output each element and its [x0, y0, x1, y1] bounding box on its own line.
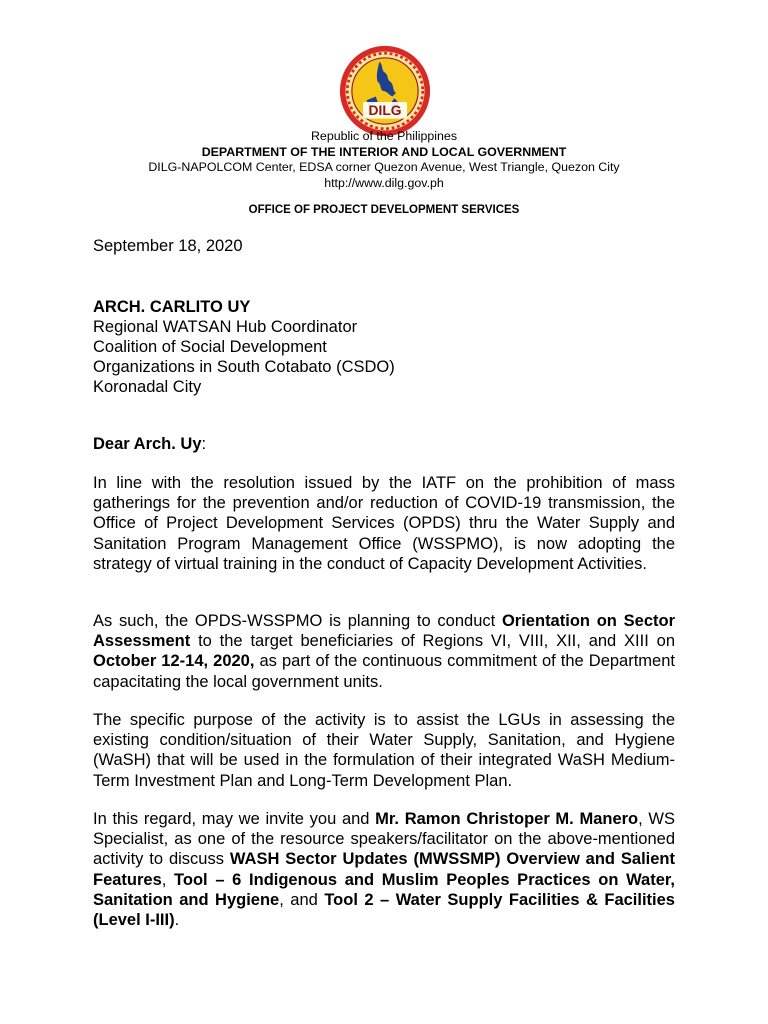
- department-name: DEPARTMENT OF THE INTERIOR AND LOCAL GOVERNMENT: [201, 144, 567, 159]
- addressee-name: ARCH. CARLITO UY: [93, 298, 251, 316]
- addressee-org-line-2: Organizations in South Cotabato (CSDO): [93, 358, 395, 376]
- addressee-title: Regional WATSAN Hub Coordinator: [93, 318, 358, 336]
- salutation-punct: :: [201, 435, 207, 453]
- activity-title: Orientation on Sector Assessment: [93, 612, 675, 651]
- paragraph-2: [93, 611, 675, 692]
- paragraph-1: In line with the resolution issued by the IATF on the prohibition of mass gatherings for the prevention and/or reduction of COVID-19 transmission, the Office of Project Development Services (OPDS) thru the Water Supply and Sanitation Program Management Office (WSSPMO), is now adopting the strategy of virtual training in the conduct of Capacity Development Activities.: [93, 474, 675, 573]
- salutation: [93, 435, 206, 454]
- addressee-city: Koronadal City: [93, 378, 202, 396]
- dilg-seal-logo: [339, 45, 431, 137]
- invitee-name: Mr. Ramon Christoper M. Manero: [375, 810, 639, 828]
- paragraph-text: ,: [161, 870, 175, 889]
- paragraph-text: , and: [279, 890, 325, 909]
- paragraph-3: The specific purpose of the activity is to assist the LGUs in assessing the existing condition/situation of their Water Supply, Sanitation, and Hygiene (WaSH) that will be used in the formulation of their integrated WaSH Medium-Term Investment Plan and Long-Term Development Plan.: [93, 711, 675, 790]
- letterhead: [0, 129, 768, 191]
- paragraph-4: [93, 809, 675, 930]
- svg-text:DILG: DILG: [368, 102, 402, 118]
- topic-1: WASH Sector Updates (MWSSMP) Overview and Salient Features: [93, 850, 675, 889]
- addressee-block: [93, 297, 395, 397]
- paragraph-text: In this regard, may we invite you and: [93, 810, 376, 828]
- paragraph-text: , WS Specialist, as one of the resource speakers/facilitator on the above-mentioned activity to discuss: [93, 810, 675, 869]
- salutation-name: Dear Arch. Uy: [93, 435, 202, 453]
- topic-3: Tool 2 – Water Supply Facilities & Facilities (Level I-III): [93, 890, 675, 930]
- office-name: OFFICE OF PROJECT DEVELOPMENT SERVICES: [248, 204, 520, 216]
- republic-line: Republic of the Philippines: [310, 129, 458, 143]
- department-address: DILG-NAPOLCOM Center, EDSA corner Quezon Avenue, West Triangle, Quezon City: [148, 160, 620, 174]
- paragraph-text: .: [174, 911, 180, 930]
- paragraph-text: As such, the OPDS-WSSPMO is planning to conduct: [93, 612, 502, 630]
- department-website[interactable]: http://www.dilg.gov.ph: [324, 175, 444, 190]
- topic-2: Tool – 6 Indigenous and Muslim Peoples Practices on Water, Sanitation and Hygiene: [93, 870, 675, 909]
- addressee-org-line-1: Coalition of Social Development: [93, 338, 327, 356]
- activity-dates: October 12-14, 2020,: [93, 652, 255, 671]
- paragraph-text: as part of the continuous commitment of the Department capacitating the local government units.: [93, 652, 675, 691]
- paragraph-text: to the target beneficiaries of Regions VI, VIII, XII, and XIII on: [190, 632, 675, 651]
- letter-date: September 18, 2020: [93, 237, 243, 255]
